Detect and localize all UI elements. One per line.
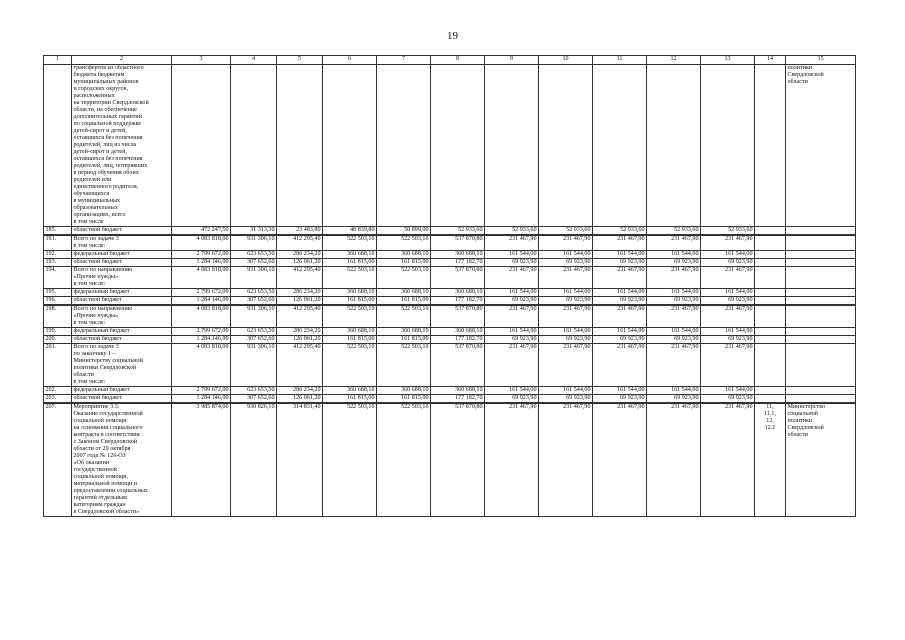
amount-cell: 52 933,60 <box>647 226 701 235</box>
row-number: 193. <box>44 258 72 266</box>
executor: политики Свердловской области <box>786 64 856 226</box>
row-name: областной бюджет <box>72 226 172 235</box>
table-row <box>44 64 856 226</box>
amount-cell: 161 544,00 <box>539 327 593 335</box>
amount-cell: 231 467,90 <box>539 266 593 288</box>
amount-cell: 52 933,60 <box>431 226 485 235</box>
amount-cell: 231 467,90 <box>593 305 647 328</box>
table-row <box>44 335 856 343</box>
amount-cell: 522 503,10 <box>323 343 377 386</box>
amount-cell: 1 284 146,00 <box>172 335 231 343</box>
column-number: 6 <box>323 56 377 65</box>
executor <box>786 226 856 235</box>
amount-cell: 69 923,90 <box>647 258 701 266</box>
amount-cell: 161 544,00 <box>593 288 647 296</box>
row-number: 207. <box>44 403 72 517</box>
amount-cell: 161 544,00 <box>485 327 539 335</box>
row-name: федеральный бюджет <box>72 327 172 335</box>
amount-cell: 52 933,60 <box>593 226 647 235</box>
row-number: 194. <box>44 266 72 288</box>
amount-cell: 522 503,10 <box>323 305 377 328</box>
table-row <box>44 403 856 517</box>
amount-cell: 360 688,10 <box>377 250 431 258</box>
amount-cell: 161 815,00 <box>377 258 431 266</box>
column-number: 8 <box>431 56 485 65</box>
amount-cell: 231 467,90 <box>593 266 647 288</box>
row-number: 199. <box>44 327 72 335</box>
amount-cell: 286 234,20 <box>277 327 323 335</box>
amount-cell: 161 544,00 <box>539 250 593 258</box>
target-indicators <box>755 64 786 226</box>
amount-cell: 161 815,00 <box>377 296 431 305</box>
amount-cell: 307 652,60 <box>231 258 277 266</box>
amount-cell: 360 688,10 <box>431 288 485 296</box>
amount-cell: 69 923,90 <box>593 296 647 305</box>
target-indicators <box>755 258 786 266</box>
amount-cell: 4 083 818,00 <box>172 235 231 251</box>
amount-cell <box>172 64 231 226</box>
row-name: федеральный бюджет <box>72 250 172 258</box>
row-name: областной бюджет <box>72 258 172 266</box>
amount-cell: 48 839,80 <box>323 226 377 235</box>
amount-cell: 231 467,90 <box>485 403 539 517</box>
amount-cell: 1 284 146,00 <box>172 296 231 305</box>
amount-cell: 537 870,80 <box>431 403 485 517</box>
amount-cell: 231 467,90 <box>701 266 755 288</box>
row-name: Всего по задаче 3 по заказчику 1 – Министерству социальной политики Свердловской области в том числе: <box>72 343 172 386</box>
column-number: 4 <box>231 56 277 65</box>
amount-cell: 69 923,90 <box>539 296 593 305</box>
amount-cell <box>539 64 593 226</box>
amount-cell: 161 815,00 <box>323 258 377 266</box>
amount-cell: 360 688,10 <box>323 327 377 335</box>
amount-cell: 931 306,10 <box>231 305 277 328</box>
amount-cell: 360 688,10 <box>377 288 431 296</box>
column-number: 13 <box>701 56 755 65</box>
amount-cell: 126 061,20 <box>277 258 323 266</box>
amount-cell: 360 688,10 <box>431 386 485 394</box>
amount-cell: 52 933,60 <box>539 226 593 235</box>
table-row <box>44 305 856 328</box>
row-name: трансфертов из областного бюджета бюджетам муниципальных районов и городских округов, расположенных на территории Свердловской области, на обеспечение дополнительных гарантий по социальной поддержке детей-сирот и детей, оставшихся без попечения родителей, лиц из числа детей-сирот и детей, оставшихся без попечения родителей, лиц, потерявших в период обучения обоих родителей или единственного родителя, обучающихся в муниципальных образовательных организациях, всего в том числе <box>72 64 172 226</box>
row-number: 198. <box>44 305 72 328</box>
amount-cell: 522 503,10 <box>323 235 377 251</box>
amount-cell: 69 923,90 <box>647 394 701 403</box>
amount-cell <box>431 64 485 226</box>
amount-cell <box>231 64 277 226</box>
executor: Министерство социальной политики Свердловской области <box>786 403 856 517</box>
executor <box>786 296 856 305</box>
amount-cell: 231 467,90 <box>485 305 539 328</box>
amount-cell: 52 933,60 <box>485 226 539 235</box>
amount-cell: 412 295,40 <box>277 235 323 251</box>
executor <box>786 235 856 251</box>
column-number: 5 <box>277 56 323 65</box>
amount-cell: 161 544,00 <box>539 386 593 394</box>
column-number: 10 <box>539 56 593 65</box>
target-indicators <box>755 235 786 251</box>
amount-cell: 69 923,90 <box>485 258 539 266</box>
amount-cell: 231 467,90 <box>701 343 755 386</box>
amount-cell: 23 483,80 <box>277 226 323 235</box>
amount-cell: 2 799 672,00 <box>172 288 231 296</box>
target-indicators <box>755 394 786 403</box>
amount-cell <box>485 64 539 226</box>
amount-cell <box>593 64 647 226</box>
row-number: 191. <box>44 235 72 251</box>
amount-cell: 931 306,10 <box>231 235 277 251</box>
amount-cell: 177 182,70 <box>431 335 485 343</box>
amount-cell: 522 503,10 <box>377 235 431 251</box>
table-row <box>44 394 856 403</box>
amount-cell: 360 688,10 <box>323 250 377 258</box>
executor <box>786 305 856 328</box>
amount-cell: 69 923,90 <box>701 335 755 343</box>
column-number: 3 <box>172 56 231 65</box>
row-name: федеральный бюджет <box>72 386 172 394</box>
budget-table <box>43 55 856 517</box>
amount-cell: 177 182,70 <box>431 296 485 305</box>
row-number: 203. <box>44 394 72 403</box>
row-number: 200. <box>44 335 72 343</box>
amount-cell: 412 295,40 <box>277 305 323 328</box>
column-number: 11 <box>593 56 647 65</box>
amount-cell: 231 467,90 <box>593 403 647 517</box>
table-row <box>44 327 856 335</box>
amount-cell: 69 923,90 <box>485 296 539 305</box>
row-name: Всего по направлению «Прочие нужды» в том числе: <box>72 266 172 288</box>
amount-cell: 161 815,00 <box>323 394 377 403</box>
amount-cell: 307 652,60 <box>231 296 277 305</box>
amount-cell: 522 503,10 <box>323 266 377 288</box>
column-number: 2 <box>72 56 172 65</box>
amount-cell: 161 544,00 <box>647 288 701 296</box>
amount-cell: 69 923,90 <box>701 394 755 403</box>
table-row <box>44 386 856 394</box>
amount-cell: 522 503,10 <box>377 343 431 386</box>
executor <box>786 258 856 266</box>
amount-cell: 31 313,30 <box>231 226 277 235</box>
executor <box>786 288 856 296</box>
amount-cell: 1 284 146,00 <box>172 394 231 403</box>
row-number: 195. <box>44 288 72 296</box>
amount-cell: 623 653,50 <box>231 250 277 258</box>
amount-cell: 286 234,20 <box>277 288 323 296</box>
amount-cell: 161 544,00 <box>485 386 539 394</box>
amount-cell: 161 544,00 <box>701 327 755 335</box>
amount-cell: 522 503,10 <box>323 403 377 517</box>
amount-cell: 231 467,90 <box>647 235 701 251</box>
amount-cell: 231 467,90 <box>539 343 593 386</box>
table-row <box>44 258 856 266</box>
column-number: 9 <box>485 56 539 65</box>
amount-cell: 931 306,10 <box>231 266 277 288</box>
amount-cell: 161 815,00 <box>323 335 377 343</box>
header-row <box>44 56 856 65</box>
amount-cell <box>377 64 431 226</box>
amount-cell: 161 815,00 <box>323 296 377 305</box>
table-row <box>44 226 856 235</box>
amount-cell: 231 467,90 <box>539 403 593 517</box>
executor <box>786 335 856 343</box>
amount-cell: 126 061,20 <box>277 296 323 305</box>
target-indicators: 11, 11.1, 12, 12.1 <box>755 403 786 517</box>
row-name: областной бюджет <box>72 394 172 403</box>
row-name: областной бюджет <box>72 335 172 343</box>
amount-cell: 930 826,10 <box>231 403 277 517</box>
amount-cell: 623 653,50 <box>231 386 277 394</box>
executor <box>786 343 856 386</box>
row-name: областной бюджет <box>72 296 172 305</box>
amount-cell: 522 503,10 <box>377 403 431 517</box>
amount-cell: 69 923,90 <box>539 335 593 343</box>
amount-cell: 161 544,00 <box>647 386 701 394</box>
amount-cell: 286 234,20 <box>277 250 323 258</box>
amount-cell: 69 923,90 <box>485 335 539 343</box>
amount-cell <box>277 64 323 226</box>
amount-cell: 69 923,90 <box>539 394 593 403</box>
amount-cell: 314 831,40 <box>277 403 323 517</box>
amount-cell: 161 544,00 <box>539 288 593 296</box>
amount-cell: 126 061,20 <box>277 394 323 403</box>
executor <box>786 394 856 403</box>
executor <box>786 266 856 288</box>
amount-cell: 522 503,10 <box>377 266 431 288</box>
amount-cell: 161 544,00 <box>647 250 701 258</box>
amount-cell: 2 799 672,00 <box>172 327 231 335</box>
amount-cell: 161 544,00 <box>593 250 647 258</box>
amount-cell: 360 688,10 <box>323 288 377 296</box>
amount-cell: 69 923,90 <box>701 296 755 305</box>
amount-cell: 307 652,60 <box>231 335 277 343</box>
table-row <box>44 250 856 258</box>
amount-cell: 537 870,80 <box>431 343 485 386</box>
amount-cell: 307 652,60 <box>231 394 277 403</box>
amount-cell: 231 467,90 <box>647 343 701 386</box>
amount-cell: 623 653,50 <box>231 288 277 296</box>
amount-cell: 69 923,90 <box>647 296 701 305</box>
amount-cell: 52 933,60 <box>701 226 755 235</box>
amount-cell: 161 544,00 <box>701 288 755 296</box>
amount-cell: 161 544,00 <box>701 250 755 258</box>
amount-cell: 231 467,90 <box>647 403 701 517</box>
amount-cell <box>701 64 755 226</box>
amount-cell: 931 306,10 <box>231 343 277 386</box>
target-indicators <box>755 250 786 258</box>
row-name: Всего по направлению «Прочие нужды» в том числе: <box>72 305 172 328</box>
executor <box>786 386 856 394</box>
amount-cell <box>323 64 377 226</box>
column-number: 12 <box>647 56 701 65</box>
page-number: 19 <box>447 30 458 42</box>
amount-cell: 623 653,50 <box>231 327 277 335</box>
table-row <box>44 288 856 296</box>
target-indicators <box>755 288 786 296</box>
target-indicators <box>755 226 786 235</box>
target-indicators <box>755 335 786 343</box>
amount-cell: 177 182,70 <box>431 258 485 266</box>
target-indicators <box>755 386 786 394</box>
amount-cell: 231 467,90 <box>701 235 755 251</box>
amount-cell: 231 467,90 <box>647 266 701 288</box>
table-row <box>44 343 856 386</box>
amount-cell: 161 815,00 <box>377 335 431 343</box>
amount-cell: 69 923,90 <box>701 258 755 266</box>
table-row <box>44 296 856 305</box>
amount-cell: 126 061,20 <box>277 335 323 343</box>
executor <box>786 327 856 335</box>
amount-cell: 161 544,00 <box>485 288 539 296</box>
amount-cell: 50 899,00 <box>377 226 431 235</box>
row-number: 192. <box>44 250 72 258</box>
amount-cell: 3 985 874,00 <box>172 403 231 517</box>
amount-cell: 2 799 672,00 <box>172 386 231 394</box>
target-indicators <box>755 327 786 335</box>
column-number: 14 <box>755 56 786 65</box>
amount-cell: 69 923,90 <box>593 335 647 343</box>
amount-cell: 231 467,90 <box>485 266 539 288</box>
amount-cell: 231 467,90 <box>701 305 755 328</box>
row-number <box>44 64 72 226</box>
column-number: 1 <box>44 56 72 65</box>
row-number: 196. <box>44 296 72 305</box>
amount-cell: 360 688,10 <box>323 386 377 394</box>
amount-cell: 360 688,10 <box>377 327 431 335</box>
amount-cell: 412 295,40 <box>277 266 323 288</box>
target-indicators <box>755 343 786 386</box>
amount-cell: 360 688,10 <box>431 250 485 258</box>
row-number: 185. <box>44 226 72 235</box>
table-row <box>44 266 856 288</box>
column-number: 15 <box>786 56 856 65</box>
amount-cell: 2 799 672,00 <box>172 250 231 258</box>
row-number: 202. <box>44 386 72 394</box>
amount-cell: 537 870,80 <box>431 235 485 251</box>
amount-cell: 286 234,20 <box>277 386 323 394</box>
amount-cell: 161 544,00 <box>485 250 539 258</box>
amount-cell: 69 923,90 <box>593 258 647 266</box>
amount-cell: 360 688,10 <box>431 327 485 335</box>
amount-cell <box>647 64 701 226</box>
amount-cell: 161 544,00 <box>593 327 647 335</box>
amount-cell: 522 503,10 <box>377 305 431 328</box>
target-indicators <box>755 305 786 328</box>
amount-cell: 1 284 146,00 <box>172 258 231 266</box>
amount-cell: 161 815,00 <box>377 394 431 403</box>
amount-cell: 4 083 818,00 <box>172 266 231 288</box>
amount-cell: 161 544,00 <box>701 386 755 394</box>
amount-cell: 231 467,90 <box>539 305 593 328</box>
amount-cell: 69 923,90 <box>593 394 647 403</box>
amount-cell: 537 870,80 <box>431 266 485 288</box>
row-name: Мероприятие 3.3. Оказание государственной социальной помощи на основании социального контракта в соответствии с Законом Свердловской области от 29 октября 2007 года № 126-ОЗ «Об оказании государственной социальной помощи, материальной помощи и предоставлении социальных гарантий отдельным категориям граждан в Свердловской области» <box>72 403 172 517</box>
row-name: Всего по задаче 3 в том числе: <box>72 235 172 251</box>
amount-cell: 231 467,90 <box>647 305 701 328</box>
amount-cell: 231 467,90 <box>485 235 539 251</box>
table-row <box>44 235 856 251</box>
target-indicators <box>755 296 786 305</box>
amount-cell: 161 544,00 <box>593 386 647 394</box>
column-number: 7 <box>377 56 431 65</box>
amount-cell: 231 467,90 <box>539 235 593 251</box>
amount-cell: 4 083 818,00 <box>172 305 231 328</box>
amount-cell: 161 544,00 <box>647 327 701 335</box>
amount-cell: 472 247,50 <box>172 226 231 235</box>
amount-cell: 177 182,70 <box>431 394 485 403</box>
amount-cell: 4 083 818,00 <box>172 343 231 386</box>
amount-cell: 231 467,90 <box>485 343 539 386</box>
amount-cell: 69 923,90 <box>485 394 539 403</box>
amount-cell: 537 870,80 <box>431 305 485 328</box>
amount-cell: 360 688,10 <box>377 386 431 394</box>
amount-cell: 231 467,90 <box>593 235 647 251</box>
amount-cell: 231 467,90 <box>593 343 647 386</box>
amount-cell: 412 295,40 <box>277 343 323 386</box>
amount-cell: 231 467,90 <box>701 403 755 517</box>
target-indicators <box>755 266 786 288</box>
executor <box>786 250 856 258</box>
row-number: 201. <box>44 343 72 386</box>
row-name: федеральный бюджет <box>72 288 172 296</box>
amount-cell: 69 923,90 <box>647 335 701 343</box>
amount-cell: 69 923,90 <box>539 258 593 266</box>
